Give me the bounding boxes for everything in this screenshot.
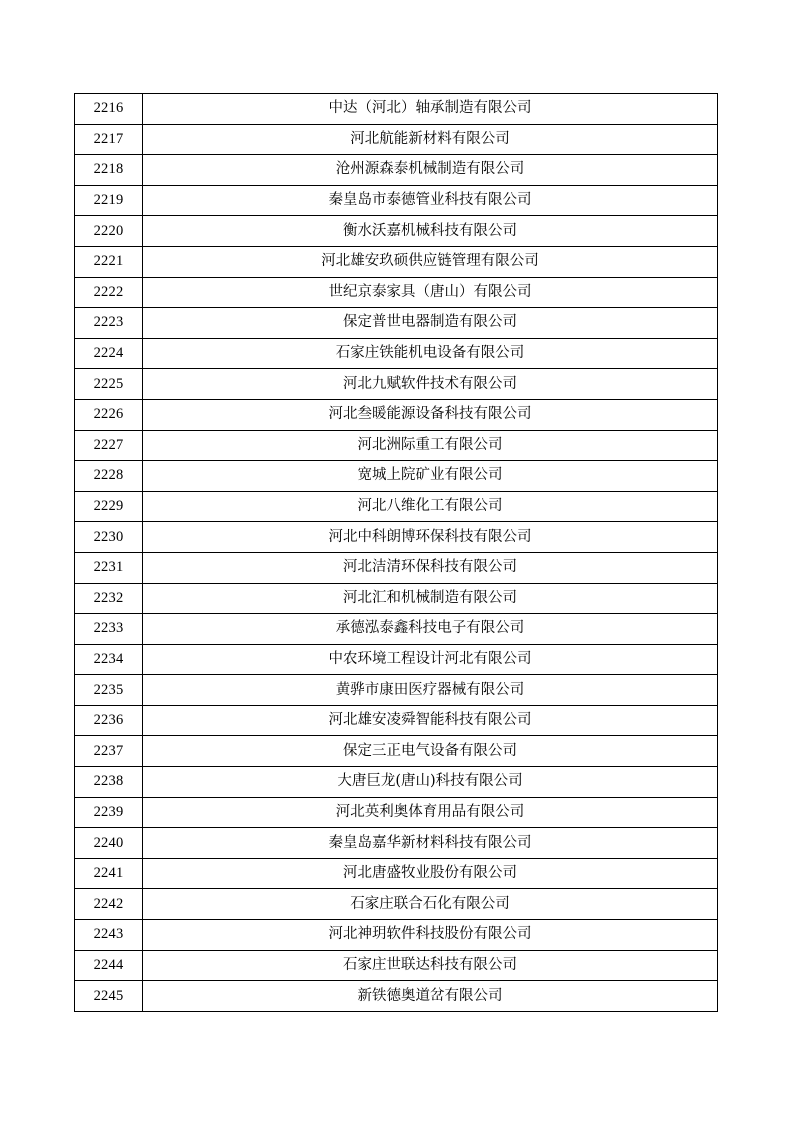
company-name: 秦皇岛市泰德管业科技有限公司 <box>143 185 718 216</box>
row-number: 2233 <box>75 614 143 645</box>
company-name: 承德泓泰鑫科技电子有限公司 <box>143 614 718 645</box>
row-number: 2234 <box>75 644 143 675</box>
table-row <box>75 920 718 951</box>
table-row <box>75 155 718 186</box>
company-name: 衡水沃嘉机械科技有限公司 <box>143 216 718 247</box>
table-row <box>75 522 718 553</box>
company-name: 大唐巨龙(唐山)科技有限公司 <box>143 767 718 798</box>
company-name: 河北洲际重工有限公司 <box>143 430 718 461</box>
company-name: 河北航能新材料有限公司 <box>143 124 718 155</box>
table-row <box>75 399 718 430</box>
table-row <box>75 491 718 522</box>
table-row <box>75 705 718 736</box>
company-name: 新铁德奥道岔有限公司 <box>143 981 718 1012</box>
company-name: 河北叁暖能源设备科技有限公司 <box>143 399 718 430</box>
table-row <box>75 461 718 492</box>
row-number: 2240 <box>75 828 143 859</box>
table-row <box>75 767 718 798</box>
table-row <box>75 246 718 277</box>
table-row <box>75 308 718 339</box>
table-row <box>75 889 718 920</box>
row-number: 2237 <box>75 736 143 767</box>
row-number: 2219 <box>75 185 143 216</box>
company-list-table <box>74 93 718 1012</box>
table-row <box>75 828 718 859</box>
table-row <box>75 277 718 308</box>
row-number: 2245 <box>75 981 143 1012</box>
row-number: 2228 <box>75 461 143 492</box>
company-name: 秦皇岛嘉华新材料科技有限公司 <box>143 828 718 859</box>
company-name: 河北英利奥体育用品有限公司 <box>143 797 718 828</box>
table-row <box>75 552 718 583</box>
table-row <box>75 675 718 706</box>
row-number: 2230 <box>75 522 143 553</box>
row-number: 2224 <box>75 338 143 369</box>
company-name: 黄骅市康田医疗器械有限公司 <box>143 675 718 706</box>
company-name: 河北洁清环保科技有限公司 <box>143 552 718 583</box>
table-row <box>75 94 718 125</box>
company-name: 石家庄世联达科技有限公司 <box>143 950 718 981</box>
row-number: 2241 <box>75 858 143 889</box>
table-row <box>75 858 718 889</box>
row-number: 2217 <box>75 124 143 155</box>
table-row <box>75 124 718 155</box>
company-name: 石家庄铁能机电设备有限公司 <box>143 338 718 369</box>
company-name: 石家庄联合石化有限公司 <box>143 889 718 920</box>
table-row <box>75 736 718 767</box>
table-row <box>75 338 718 369</box>
company-name: 河北雄安玖硕供应链管理有限公司 <box>143 246 718 277</box>
company-name: 河北中科朗博环保科技有限公司 <box>143 522 718 553</box>
row-number: 2229 <box>75 491 143 522</box>
row-number: 2226 <box>75 399 143 430</box>
table-row <box>75 614 718 645</box>
table-row <box>75 644 718 675</box>
row-number: 2239 <box>75 797 143 828</box>
table-row <box>75 797 718 828</box>
row-number: 2243 <box>75 920 143 951</box>
table-row <box>75 430 718 461</box>
row-number: 2227 <box>75 430 143 461</box>
company-name: 河北唐盛牧业股份有限公司 <box>143 858 718 889</box>
row-number: 2222 <box>75 277 143 308</box>
row-number: 2244 <box>75 950 143 981</box>
company-name: 保定普世电器制造有限公司 <box>143 308 718 339</box>
table-row <box>75 950 718 981</box>
row-number: 2220 <box>75 216 143 247</box>
company-name: 河北八维化工有限公司 <box>143 491 718 522</box>
table-row <box>75 981 718 1012</box>
company-name: 河北九赋软件技术有限公司 <box>143 369 718 400</box>
row-number: 2216 <box>75 94 143 125</box>
row-number: 2221 <box>75 246 143 277</box>
company-name: 世纪京泰家具（唐山）有限公司 <box>143 277 718 308</box>
company-name: 中农环境工程设计河北有限公司 <box>143 644 718 675</box>
table-row <box>75 369 718 400</box>
row-number: 2232 <box>75 583 143 614</box>
company-list-body <box>75 94 718 1012</box>
row-number: 2218 <box>75 155 143 186</box>
company-name: 河北雄安凌舜智能科技有限公司 <box>143 705 718 736</box>
row-number: 2236 <box>75 705 143 736</box>
company-name: 宽城上院矿业有限公司 <box>143 461 718 492</box>
company-name: 中达（河北）轴承制造有限公司 <box>143 94 718 125</box>
company-name: 河北神玥软件科技股份有限公司 <box>143 920 718 951</box>
row-number: 2238 <box>75 767 143 798</box>
table-row <box>75 583 718 614</box>
row-number: 2231 <box>75 552 143 583</box>
row-number: 2223 <box>75 308 143 339</box>
row-number: 2242 <box>75 889 143 920</box>
company-name: 保定三正电气设备有限公司 <box>143 736 718 767</box>
row-number: 2225 <box>75 369 143 400</box>
company-name: 河北汇和机械制造有限公司 <box>143 583 718 614</box>
company-name: 沧州源森泰机械制造有限公司 <box>143 155 718 186</box>
row-number: 2235 <box>75 675 143 706</box>
table-row <box>75 185 718 216</box>
table-row <box>75 216 718 247</box>
